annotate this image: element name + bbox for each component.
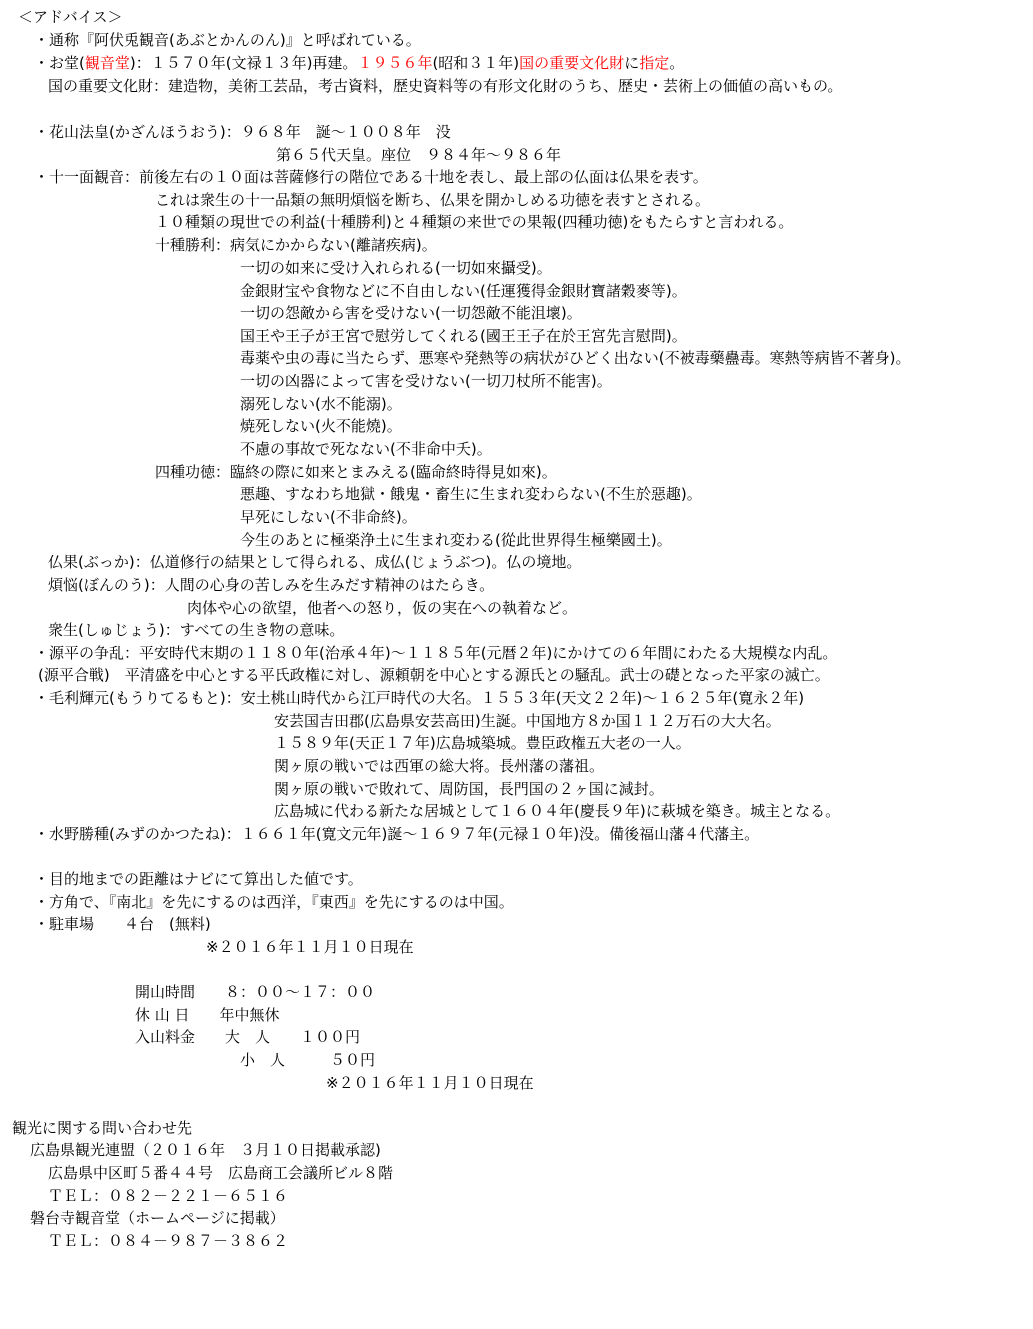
shujo-part-0: 衆生(しゅじょう)：すべての生き物の意味。 xyxy=(48,621,345,639)
mori-6-part-0: 広島城に代わる新たな居城として１６０４年(慶長９年)に萩城を築き。城主となる。 xyxy=(274,802,841,820)
heading xyxy=(18,6,123,28)
contact-tel-2-part-0: ＴＥＬ：０８４－９８７－３８６２ xyxy=(48,1232,289,1250)
genpei-1 xyxy=(34,642,837,664)
advice-2-part-8: 。 xyxy=(669,54,685,72)
jisshu-1-part-0: 十種勝利：病気にかからない(離諸疾病)。 xyxy=(155,236,437,254)
advice-2-part-7: 指定 xyxy=(639,54,670,72)
advice-1-part-0: ・通称『阿伏兎観音(あぶとかんのん)』と呼ばれている。 xyxy=(34,31,421,49)
jisshu-5 xyxy=(240,325,687,347)
mizuno-part-0: ・水野勝種(みずのかつたね)：１６６１年(寛文元年)誕～１６９７年(元禄１０年)没。備後福山藩４代藩主。 xyxy=(34,825,760,843)
hours xyxy=(135,981,375,1003)
jisshu-6-part-0: 毒薬や虫の毒に当たらず、悪寒や発熱等の病状がひどく出ない(不被毒藥蠱毒。寒熱等病皆不著身)。 xyxy=(240,349,911,367)
shujo xyxy=(48,619,344,641)
kazan-1 xyxy=(34,121,451,143)
mori-6 xyxy=(274,800,840,822)
mori-1-part-0: ・毛利輝元(もうりてるもと)：安土桃山時代から江戸時代の大名。１５５３年(天文２２年)～１６２５年(寛永２年) xyxy=(34,689,805,707)
jisshu-8 xyxy=(240,393,402,415)
mori-5-part-0: 関ヶ原の戦いで敗れて、周防国，長門国の２ヶ国に減封。 xyxy=(274,780,664,798)
contact-head-part-0: 観光に関する問い合わせ先 xyxy=(12,1119,193,1137)
mori-5 xyxy=(274,778,664,800)
jisshu-5-part-0: 国王や王子が王宮で慰労してくれる(國王王子在於王宮先言慰問)。 xyxy=(240,327,687,345)
mori-1 xyxy=(34,687,804,709)
advice-2-part-3: １９５６年 xyxy=(357,54,433,72)
jisshu-6 xyxy=(240,347,911,369)
mori-3 xyxy=(274,732,691,754)
mori-4-part-0: 関ヶ原の戦いでは西軍の総大将。長州藩の藩祖。 xyxy=(274,757,605,775)
advice-2-part-0: ・お堂( xyxy=(34,54,85,72)
shishu-2-part-0: 悪趣、すなわち地獄・餓鬼・畜生に生まれ変わらない(不生於惡趣)。 xyxy=(240,485,702,503)
kazan-1-part-0: ・花山法皇(かざんほうおう)：９６８年 誕～１００８年 没 xyxy=(34,123,451,141)
contact-org-1-part-0: 広島県観光連盟（２０１６年 ３月１０日掲載承認) xyxy=(30,1141,381,1159)
bonno-2 xyxy=(187,597,577,619)
advice-2-part-2: )：１５７０年(文禄１３年)再建。 xyxy=(129,54,358,72)
mori-3-part-0: １５８９年(天正１７年)広島城築城。豊臣政権五大老の一人。 xyxy=(274,734,691,752)
parking xyxy=(34,913,211,935)
bonno-2-part-0: 肉体や心の欲望，他者への怒り，仮の実在への執着など。 xyxy=(187,599,578,617)
jisshu-8-part-0: 溺死しない(水不能溺)。 xyxy=(240,395,402,413)
note-1 xyxy=(34,868,363,890)
jisshu-3 xyxy=(240,280,687,302)
shishu-2 xyxy=(240,483,702,505)
jisshu-3-part-0: 金銀財宝や食物などに不自由しない(任運獲得金銀財寶諸穀麥等)。 xyxy=(240,282,687,300)
jisshu-4 xyxy=(240,302,582,324)
contact-org-1 xyxy=(30,1139,381,1161)
closed xyxy=(135,1004,280,1026)
jisshu-9-part-0: 焼死しない(火不能燒)。 xyxy=(240,417,402,435)
jisshu-4-part-0: 一切の怨敵から害を受けない(一切怨敵不能沮壞)。 xyxy=(240,304,582,322)
kannon-1 xyxy=(34,166,708,188)
mizuno xyxy=(34,823,759,845)
kannon-3-part-0: １０種類の現世での利益(十種勝利)と４種類の来世での果報(四種功徳)をもたらすと言われる。 xyxy=(155,213,794,231)
kazan-2 xyxy=(276,144,561,166)
mori-2-part-0: 安芸国吉田郡(広島県安芸高田)生誕。中国地方８か国１１２万石の大大名。 xyxy=(274,712,781,730)
advice-3 xyxy=(48,75,842,97)
advice-1 xyxy=(34,29,421,51)
note-1-part-0: ・目的地までの距離はナビにて算出した値です。 xyxy=(34,870,363,888)
shishu-3-part-0: 早死にしない(不非命終)。 xyxy=(240,508,417,526)
advice-2 xyxy=(34,52,684,74)
advice-2-part-6: に xyxy=(624,54,640,72)
jisshu-7-part-0: 一切の凶器によって害を受けない(一切刀杖所不能害)。 xyxy=(240,372,612,390)
note-2-part-0: ・方角で、『南北』を先にするのは西洋，『東西』を先にするのは中国。 xyxy=(34,893,514,911)
bukka-part-0: 仏果(ぶっか)：仏道修行の結果として得られる、成仏(じょうぶつ)。仏の境地。 xyxy=(48,553,582,571)
contact-addr xyxy=(48,1162,393,1184)
jisshu-1 xyxy=(155,234,437,256)
kazan-2-part-0: 第６５代天皇。座位 ９８４年～９８６年 xyxy=(276,146,562,164)
parking-part-0: ・駐車場 ４台 (無料) xyxy=(34,915,211,933)
shishu-3 xyxy=(240,506,417,528)
jisshu-2 xyxy=(240,257,552,279)
fee-date-part-0: ※２０１６年１１月１０日現在 xyxy=(326,1074,534,1092)
contact-tel-1 xyxy=(48,1185,288,1207)
shishu-1 xyxy=(155,461,557,483)
fee-child xyxy=(240,1049,375,1071)
genpei-2 xyxy=(38,664,830,686)
mori-2 xyxy=(274,710,781,732)
jisshu-7 xyxy=(240,370,612,392)
contact-addr-part-0: 広島県中区町５番４４号 広島商工会議所ビル８階 xyxy=(48,1164,394,1182)
contact-head xyxy=(12,1117,192,1139)
hours-part-0: 開山時間 ８：００～１７：００ xyxy=(135,983,376,1001)
advice-2-part-1: 観音堂 xyxy=(84,54,130,72)
contact-org-2 xyxy=(30,1207,285,1229)
fee-adult xyxy=(135,1026,360,1048)
mori-4 xyxy=(274,755,604,777)
shishu-4 xyxy=(240,529,672,551)
jisshu-9 xyxy=(240,415,402,437)
closed-part-0: 休 山 日 年中無休 xyxy=(135,1006,280,1024)
bukka xyxy=(48,551,581,573)
fee-date xyxy=(326,1072,534,1094)
jisshu-10 xyxy=(240,438,492,460)
kannon-2 xyxy=(155,189,710,211)
parking-date-part-0: ※２０１６年１１月１０日現在 xyxy=(206,938,414,956)
jisshu-2-part-0: 一切の如来に受け入れられる(一切如來攝受)。 xyxy=(240,259,552,277)
contact-tel-1-part-0: ＴＥＬ：０８２－２２１－６５１６ xyxy=(48,1187,289,1205)
shishu-1-part-0: 四種功徳：臨終の際に如来とまみえる(臨命終時得見如來)。 xyxy=(155,463,557,481)
fee-child-part-0: 小 人 ５０円 xyxy=(240,1051,376,1069)
genpei-2-part-0: (源平合戦) 平清盛を中心とする平氏政権に対し、源頼朝を中心とする源氏との騒乱。武士の礎となった平家の滅亡。 xyxy=(38,666,830,684)
fee-adult-part-0: 入山料金 大 人 １００円 xyxy=(135,1028,361,1046)
note-2 xyxy=(34,891,514,913)
contact-tel-2 xyxy=(48,1230,288,1252)
contact-org-2-part-0: 磐台寺観音堂（ホームページに掲載） xyxy=(30,1209,285,1227)
advice-2-part-4: (昭和３１年) xyxy=(432,54,520,72)
genpei-1-part-0: ・源平の争乱：平安時代末期の１１８０年(治承４年)～１１８５年(元暦２年)にかけての６年間にわたる大規模な内乱。 xyxy=(34,644,838,662)
bonno-1 xyxy=(48,574,494,596)
advice-3-part-0: 国の重要文化財：建造物，美術工芸品，考古資料，歴史資料等の有形文化財のうち、歴史・芸術上の価値の高いもの。 xyxy=(48,77,843,95)
parking-date xyxy=(206,936,414,958)
heading-part-0: ＜アドバイス＞ xyxy=(18,8,123,26)
kannon-3 xyxy=(155,211,793,233)
bonno-1-part-0: 煩悩(ぼんのう)：人間の心身の苦しみを生みだす精神のはたらき。 xyxy=(48,576,495,594)
kannon-1-part-0: ・十一面観音：前後左右の１０面は菩薩修行の階位である十地を表し、最上部の仏面は仏果を表す。 xyxy=(34,168,708,186)
kannon-2-part-0: これは衆生の十一品類の無明煩悩を断ち、仏果を開かしめる功徳を表すとされる。 xyxy=(155,191,711,209)
shishu-4-part-0: 今生のあとに極楽浄土に生まれ変わる(從此世界得生極樂國土)。 xyxy=(240,531,672,549)
jisshu-10-part-0: 不慮の事故で死なない(不非命中夭)。 xyxy=(240,440,492,458)
advice-2-part-5: 国の重要文化財 xyxy=(519,54,625,72)
